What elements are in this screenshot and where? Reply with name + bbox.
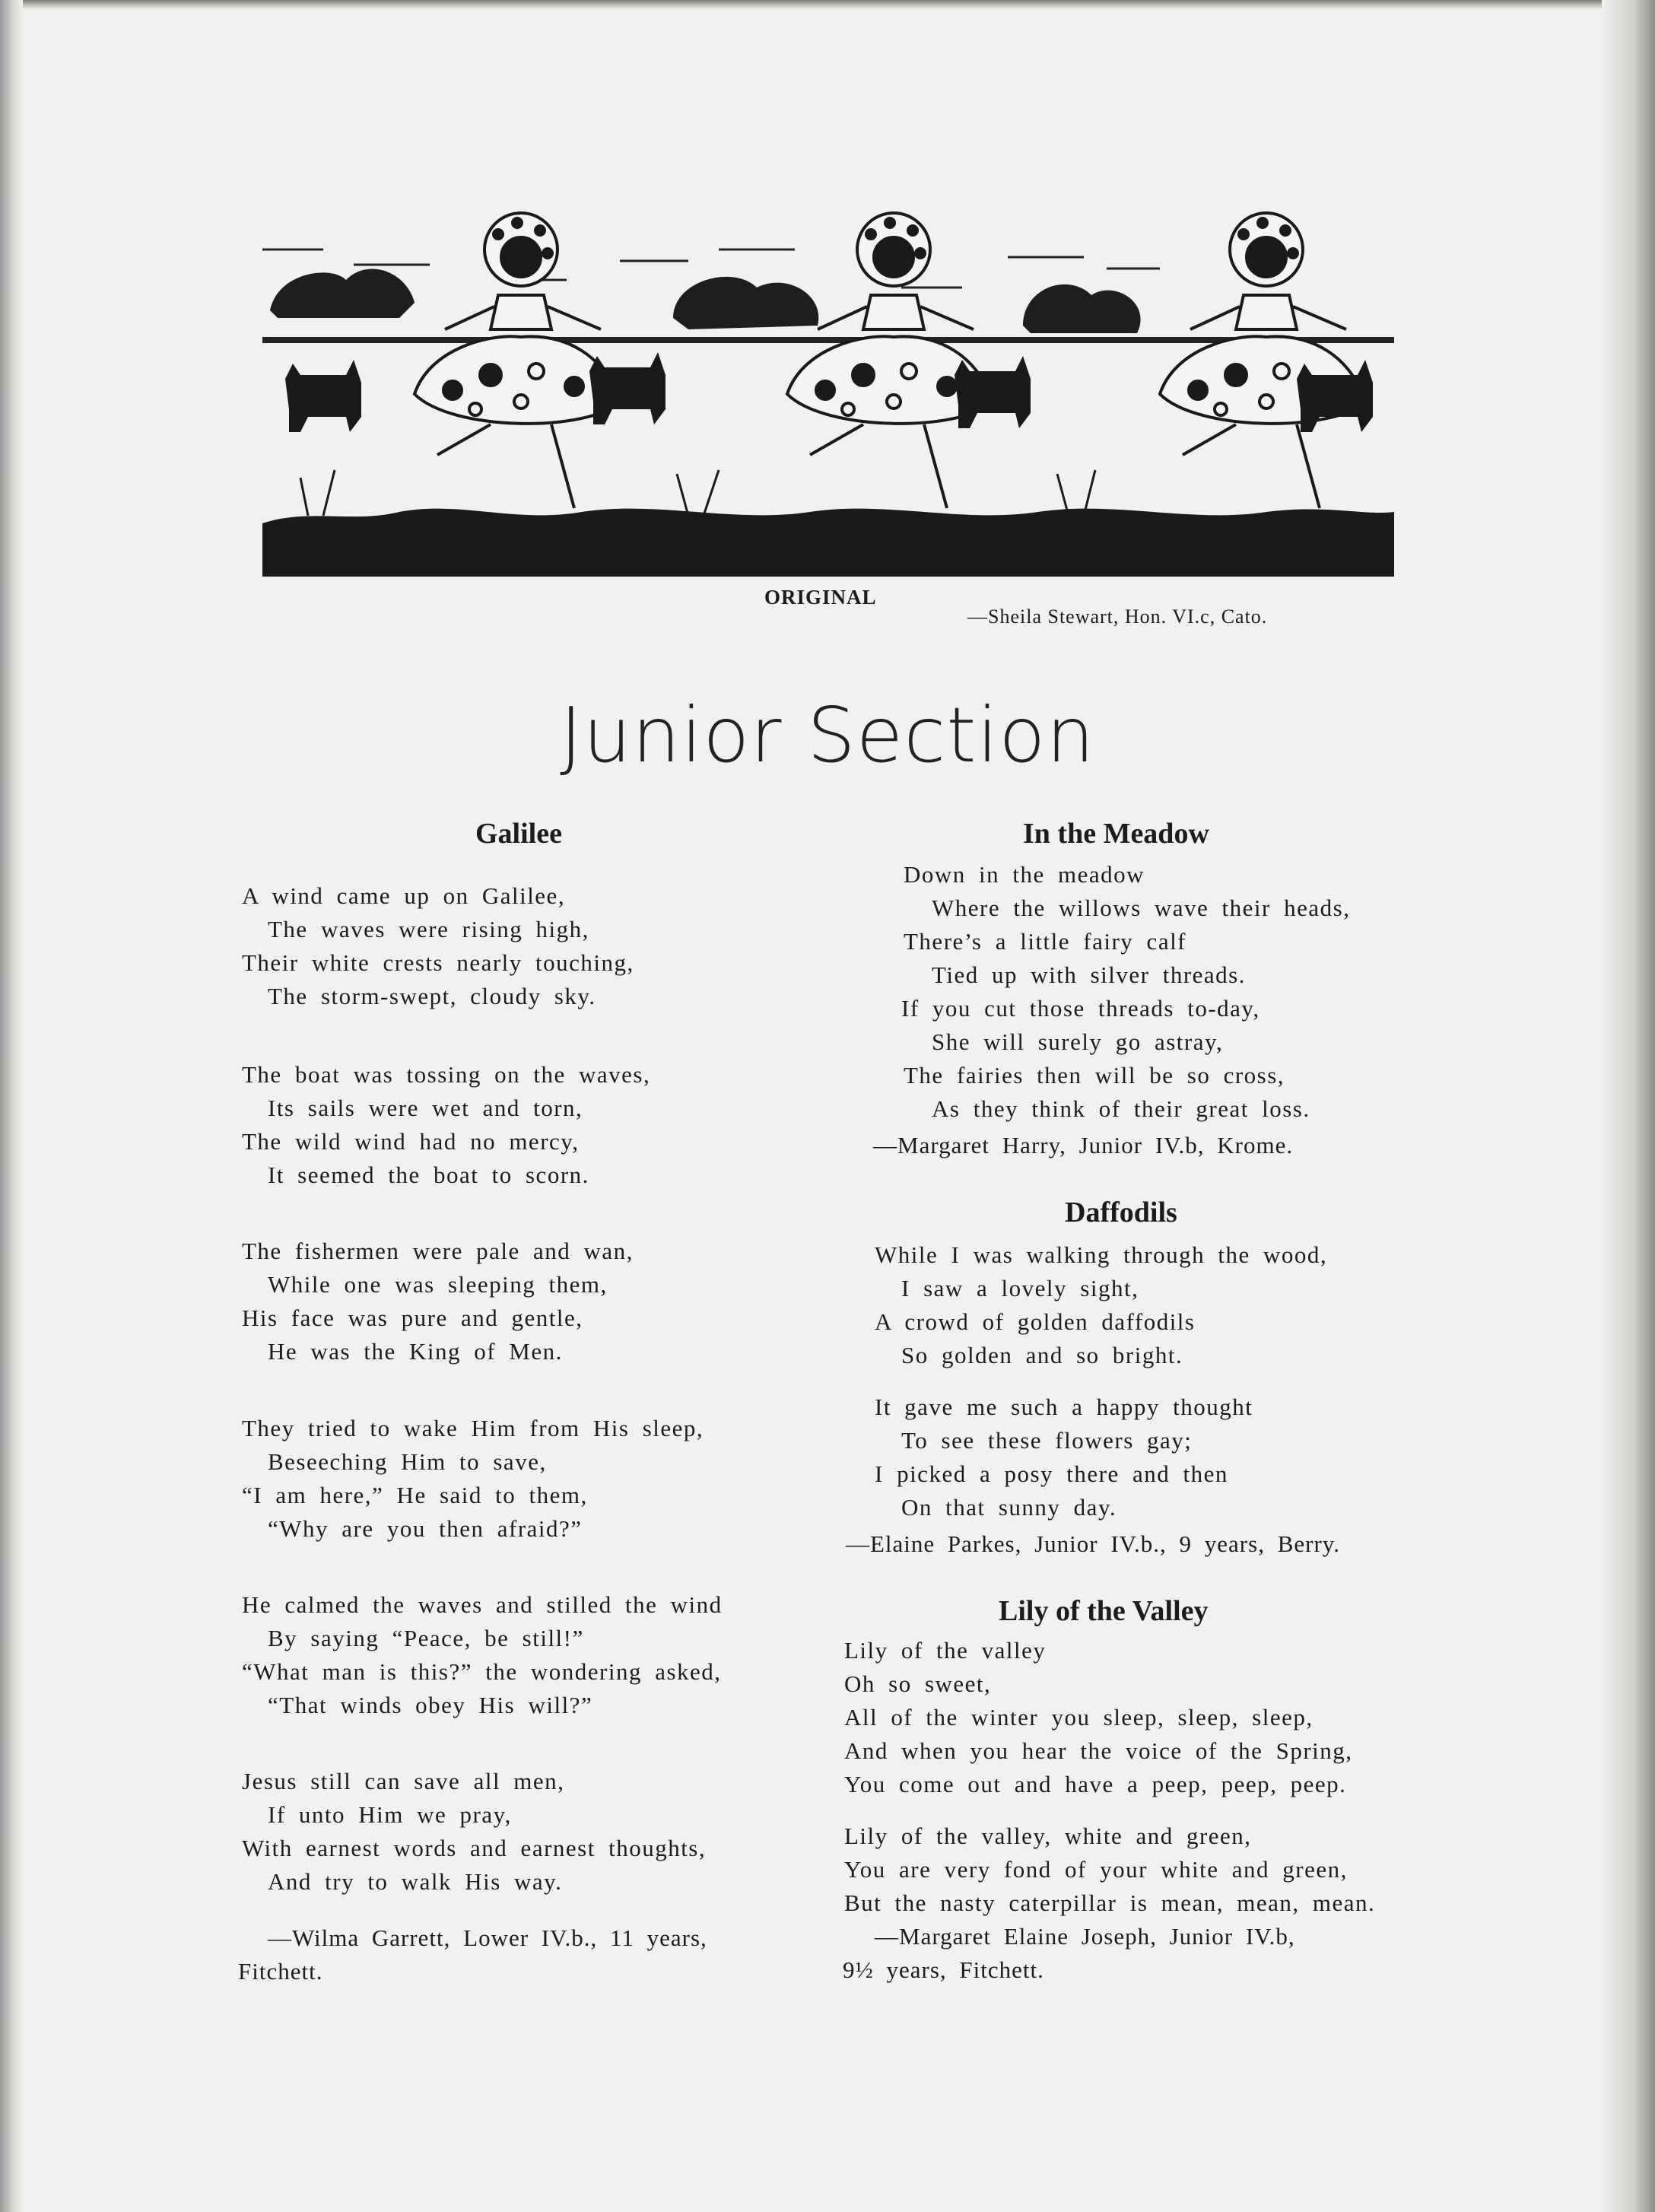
poem-line: All of the winter you sleep, sleep, sleep,: [844, 1704, 1314, 1731]
poem-credit-galilee: —Wilma Garrett, Lower IV.b., 11 years,: [268, 1924, 707, 1951]
illustration-caption-credit: —Sheila Stewart, Hon. VI.c, Cato.: [967, 605, 1268, 628]
poem-line: And when you hear the voice of the Spring,: [844, 1737, 1353, 1764]
page-edge-top: [0, 0, 1655, 9]
poem-title-in-the-meadow: In the Meadow: [1023, 818, 1209, 850]
page-edge-shadow: [1602, 0, 1655, 2212]
poem-title-galilee: Galilee: [475, 818, 562, 850]
poem-line: I picked a posy there and then: [875, 1460, 1228, 1487]
poem-line: I saw a lovely sight,: [901, 1275, 1139, 1301]
poem-line: He calmed the waves and stilled the wind: [242, 1591, 723, 1618]
poem-line: The wild wind had no mercy,: [242, 1128, 580, 1155]
poem-line: Oh so sweet,: [844, 1670, 992, 1697]
poem-line: Their white crests nearly touching,: [242, 949, 634, 976]
poem-line: Down in the meadow: [904, 861, 1145, 888]
poem-line: A crowd of golden daffodils: [875, 1308, 1196, 1335]
poem-line: She will surely go astray,: [932, 1028, 1224, 1055]
poem-line: The fairies then will be so cross,: [904, 1062, 1285, 1089]
poem-line: His face was pure and gentle,: [242, 1305, 583, 1331]
poem-line: On that sunny day.: [901, 1494, 1117, 1521]
section-title: Junior Section: [560, 691, 1095, 780]
poem-line: Jesus still can save all men,: [242, 1768, 565, 1794]
poem-credit-lily-of-the-valley-cont: 9½ years, Fitchett.: [843, 1956, 1044, 1983]
poem-line: Lily of the valley: [844, 1637, 1047, 1664]
page-binding-shadow: [0, 0, 23, 2212]
poem-line: And try to walk His way.: [268, 1868, 563, 1895]
poem-line: While I was walking through the wood,: [875, 1241, 1328, 1268]
poem-line: But the nasty caterpillar is mean, mean, mean.: [844, 1889, 1376, 1916]
poem-line: The waves were rising high,: [268, 916, 589, 942]
poem-line: Its sails were wet and torn,: [268, 1095, 583, 1121]
poem-line: A wind came up on Galilee,: [242, 882, 566, 909]
poem-line: It seemed the boat to scorn.: [268, 1162, 589, 1188]
poem-credit-daffodils: —Elaine Parkes, Junior IV.b., 9 years, Berry.: [846, 1530, 1341, 1557]
poem-line: So golden and so bright.: [901, 1342, 1183, 1368]
poem-line: They tried to wake Him from His sleep,: [242, 1415, 704, 1441]
poem-line: If unto Him we pray,: [268, 1801, 512, 1828]
poem-line: The boat was tossing on the waves,: [242, 1061, 651, 1088]
poem-line: There’s a little fairy calf: [904, 928, 1187, 955]
poem-line: While one was sleeping them,: [268, 1271, 608, 1298]
poem-title-lily-of-the-valley: Lily of the Valley: [999, 1595, 1209, 1627]
poem-line: Tied up with silver threads.: [932, 961, 1246, 988]
poem-line: If you cut those threads to-day,: [901, 995, 1260, 1022]
poem-line: As they think of their great loss.: [932, 1095, 1310, 1122]
poem-title-daffodils: Daffodils: [1065, 1197, 1177, 1228]
poem-line: “What man is this?” the wondering asked,: [242, 1658, 722, 1685]
poem-line: Beseeching Him to save,: [268, 1448, 547, 1475]
dancing-girls-illustration: [262, 204, 1394, 577]
illustration-caption-title: ORIGINAL: [764, 586, 877, 609]
poem-line: Lily of the valley, white and green,: [844, 1823, 1252, 1849]
poem-line: You come out and have a peep, peep, peep.: [844, 1771, 1347, 1797]
poem-credit-lily-of-the-valley: —Margaret Elaine Joseph, Junior IV.b,: [875, 1923, 1295, 1950]
poem-line: It gave me such a happy thought: [875, 1394, 1253, 1420]
poem-line: You are very fond of your white and green,: [844, 1856, 1348, 1883]
poem-line: “Why are you then afraid?”: [268, 1515, 583, 1542]
poem-line: He was the King of Men.: [268, 1338, 563, 1365]
poem-line: By saying “Peace, be still!”: [268, 1625, 584, 1651]
poem-line: To see these flowers gay;: [901, 1427, 1193, 1454]
poem-line: The fishermen were pale and wan,: [242, 1238, 634, 1264]
poem-credit-in-the-meadow: —Margaret Harry, Junior IV.b, Krome.: [873, 1132, 1294, 1158]
poem-line: The storm-swept, cloudy sky.: [268, 983, 596, 1009]
poem-credit-galilee-cont: Fitchett.: [238, 1958, 323, 1985]
poem-line: “That winds obey His will?”: [268, 1692, 593, 1718]
poem-line: “I am here,” He said to them,: [242, 1482, 588, 1508]
poem-line: With earnest words and earnest thoughts,: [242, 1835, 707, 1861]
poem-line: Where the willows wave their heads,: [932, 895, 1351, 921]
